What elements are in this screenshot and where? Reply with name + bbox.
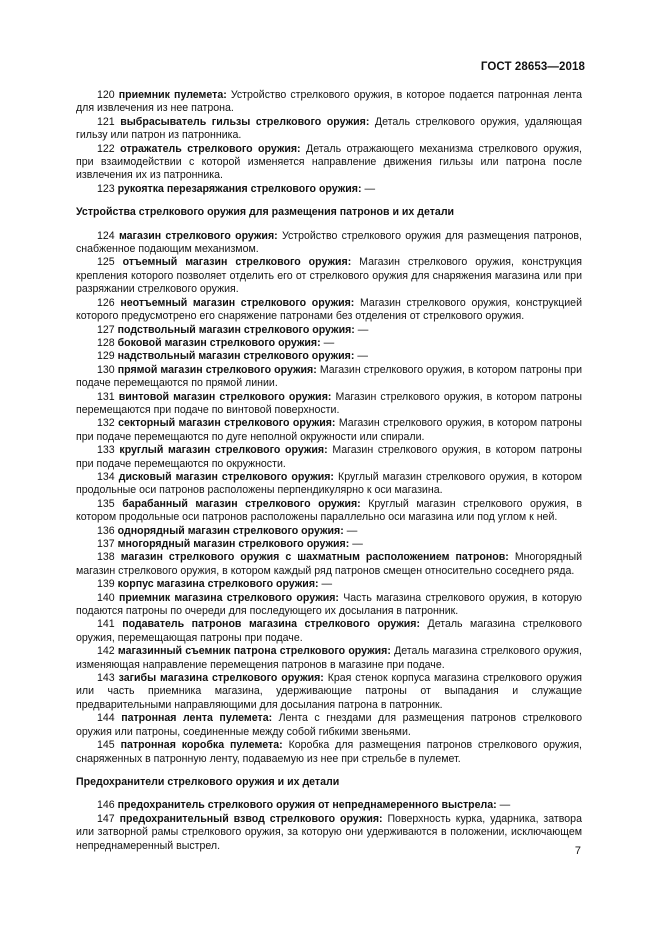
term-entry — [76, 364, 582, 391]
term-definition: Деталь магазина стрелкового оружия, перемещающая патроны при подаче. — [76, 618, 582, 644]
term-number: 124 — [97, 229, 115, 242]
term-name: магазинный съемник патрона стрелкового оружия: — [117, 645, 391, 658]
term-name: круглый магазин стрелкового оружия: — [119, 444, 328, 457]
section-heading: Предохранители стрелкового оружия и их детали — [76, 775, 340, 788]
term-number: 128 — [97, 336, 115, 349]
term-entry — [76, 813, 582, 853]
term-entry — [76, 89, 582, 116]
term-number: 131 — [97, 390, 115, 403]
term-name: патронная лента пулемета: — [121, 712, 273, 725]
term-name: надствольный магазин стрелкового оружия: — [117, 350, 355, 363]
term-name: боковой магазин стрелкового оружия: — [117, 336, 321, 349]
term-definition: — — [357, 350, 368, 363]
term-name: приемник пулемета: — [118, 89, 227, 101]
term-entry — [76, 645, 582, 672]
term-number: 142 — [97, 645, 115, 658]
term-number: 125 — [97, 256, 115, 269]
term-number: 139 — [97, 578, 115, 591]
term-number: 122 — [97, 142, 115, 155]
term-entry — [76, 297, 582, 324]
term-definition: Устройство стрелкового оружия, в которое подается патронная лента для извлечения из нее патрона. — [76, 89, 582, 115]
term-number: 135 — [97, 497, 115, 510]
term-entry — [76, 324, 582, 337]
term-number: 133 — [97, 444, 115, 457]
entry-list — [76, 230, 582, 766]
term-name: прямой магазин стрелкового оружия: — [117, 363, 317, 376]
term-name: патронная коробка пулемета: — [120, 739, 283, 752]
term-number: 134 — [97, 470, 115, 483]
term-entry — [76, 444, 582, 471]
term-definition: — — [499, 799, 511, 812]
term-definition: Коробка для размещения патронов стрелкового оружия, снаряженных в патронную ленту, подаваемую из нее при стрельбе в пулемет. — [76, 739, 582, 765]
term-definition: Магазин стрелкового оружия, конструкция крепления которого позволяет отделить его от стрелкового оружия для снаряжения магазина или при разряжании стрелкового оружия. — [76, 256, 582, 296]
term-number: 146 — [97, 799, 115, 812]
term-number: 137 — [97, 538, 115, 550]
term-definition: — — [357, 323, 369, 336]
term-definition: Магазин стрелкового оружия, в котором патроны при подаче перемещаются по окружности. — [76, 444, 582, 470]
term-entry — [76, 350, 582, 363]
entry-list — [76, 799, 582, 853]
term-definition: Лента с гнездами для размещения патронов стрелкового оружия или патроны, соединенные между собой гибкими звеньями. — [76, 712, 582, 738]
term-number: 132 — [97, 417, 115, 430]
document-body — [76, 89, 582, 853]
term-name: неотъемный магазин стрелкового оружия: — [120, 296, 355, 309]
term-name: выбрасыватель гильзы стрелкового оружия: — [120, 115, 370, 128]
term-number: 130 — [97, 363, 115, 376]
term-entry — [76, 739, 582, 766]
term-name: рукоятка перезаряжания стрелкового оружия: — [117, 182, 362, 195]
term-definition: Деталь магазина стрелкового оружия, изменяющая направление перемещения патронов в магазине при подаче. — [76, 645, 582, 671]
term-entry — [76, 471, 582, 498]
term-entry — [76, 799, 582, 812]
term-entry — [76, 143, 582, 183]
term-definition: Магазин стрелкового оружия, в котором патроны при подаче перемещаются по дуге неполной окружности или спирали. — [76, 417, 583, 443]
page-number: 7 — [574, 845, 581, 857]
term-definition: Края стенок корпуса магазина стрелкового оружия или часть приемника магазина, удерживающие патроны от выпадания и служащие предварительными направляющими для досылания патрона в патронник. — [76, 672, 582, 711]
term-name: отъемный магазин стрелкового оружия: — [122, 256, 352, 269]
term-name: предохранительный взвод стрелкового оружия: — [119, 812, 383, 825]
term-definition: Многорядный магазин стрелкового оружия, в котором каждый ряд патронов смещен относительно соседнего ряда. — [76, 551, 582, 577]
term-number: 129 — [97, 350, 115, 363]
term-number: 144 — [97, 712, 115, 725]
term-name: винтовой магазин стрелкового оружия: — [118, 390, 332, 403]
section-heading: Устройства стрелкового оружия для размещения патронов и их детали — [76, 206, 455, 219]
term-definition: Магазин стрелкового оружия, конструкцией которого предусмотрено его снаряжение патронами без отделения от стрелкового оружия. — [76, 296, 582, 323]
term-name: дисковый магазин стрелкового оружия: — [118, 470, 334, 483]
term-number: 143 — [97, 672, 115, 685]
term-entry — [76, 592, 582, 619]
term-entry — [76, 183, 582, 196]
term-number: 121 — [97, 115, 115, 128]
term-number: 141 — [97, 618, 115, 631]
term-entry — [76, 498, 582, 525]
term-definition: Круглый магазин стрелкового оружия, в котором продольные оси патронов расположены параллельно оси магазина или под углом к ней. — [76, 497, 582, 524]
term-name: секторный магазин стрелкового оружия: — [118, 417, 336, 430]
term-number: 123 — [97, 182, 115, 195]
term-name: корпус магазина стрелкового оружия: — [117, 578, 319, 591]
term-definition: Часть магазина стрелкового оружия, в которую подаются патроны по очереди для последующего их досылания в патронник. — [76, 591, 582, 618]
term-name: магазин стрелкового оружия с шахматным расположением патронов: — [120, 551, 509, 564]
term-entry — [76, 116, 582, 143]
term-entry — [76, 538, 582, 551]
term-name: барабанный магазин стрелкового оружия: — [122, 497, 361, 510]
term-number: 127 — [97, 323, 115, 336]
term-definition: Магазин стрелкового оружия, в котором патроны при подаче перемещаются по прямой линии. — [76, 363, 582, 390]
term-number: 136 — [97, 524, 115, 537]
term-name: приемник магазина стрелкового оружия: — [118, 591, 339, 604]
term-number: 140 — [97, 591, 115, 604]
term-definition: Устройство стрелкового оружия для размещения патронов, снабженное подающим механизмом. — [76, 229, 582, 256]
term-name: загибы магазина стрелкового оружия: — [118, 672, 324, 685]
term-name: подствольный магазин стрелкового оружия: — [117, 323, 355, 336]
term-name: предохранитель стрелкового оружия от непреднамеренного выстрела: — [117, 799, 497, 812]
term-definition: — — [364, 182, 376, 195]
term-definition: Деталь отражающего механизма стрелкового оружия, при взаимодействии с которой изменяется направление движения гильзы или патрона после извлечения их из патронника. — [76, 142, 582, 182]
term-entry — [76, 672, 582, 712]
term-definition: Магазин стрелкового оружия, в котором патроны перемещаются при подаче по винтовой поверхности. — [76, 390, 583, 416]
term-definition: — — [346, 524, 358, 537]
term-number: 126 — [97, 296, 115, 309]
term-name: многорядный магазин стрелкового оружия: — [117, 538, 350, 550]
term-entry — [76, 417, 582, 444]
term-number: 147 — [97, 812, 115, 825]
term-definition: Круглый магазин стрелкового оружия, в котором продольные оси патронов расположены перпендикулярно к оси магазина. — [76, 470, 582, 497]
term-definition: Деталь стрелкового оружия, удаляющая гильзу или патрон из патронника. — [76, 115, 582, 142]
term-number: 120 — [97, 89, 115, 101]
term-number: 138 — [97, 551, 115, 564]
term-name: подаватель патронов магазина стрелкового оружия: — [122, 618, 420, 631]
term-entry — [76, 337, 582, 350]
term-name: отражатель стрелкового оружия: — [120, 142, 301, 155]
term-entry — [76, 618, 582, 645]
term-entry — [76, 525, 582, 538]
term-entry — [76, 230, 582, 257]
term-definition: — — [323, 336, 335, 349]
entry-list — [76, 89, 582, 196]
term-entry — [76, 578, 582, 591]
term-entry — [76, 391, 582, 418]
document-id: ГОСТ 28653—2018 — [480, 61, 585, 73]
term-name: однорядный магазин стрелкового оружия: — [117, 524, 344, 537]
term-entry — [76, 256, 582, 296]
term-number: 145 — [97, 739, 115, 752]
term-entry — [76, 551, 582, 578]
term-entry — [76, 712, 582, 739]
term-definition: — — [321, 578, 333, 591]
term-definition: Поверхность курка, ударника, затвора или затворной рамы стрелкового оружия, за которую они удерживаются в положении, исключающем непреднамеренный выстрел. — [76, 812, 582, 852]
term-name: магазин стрелкового оружия: — [118, 229, 278, 242]
term-definition: — — [352, 538, 363, 550]
